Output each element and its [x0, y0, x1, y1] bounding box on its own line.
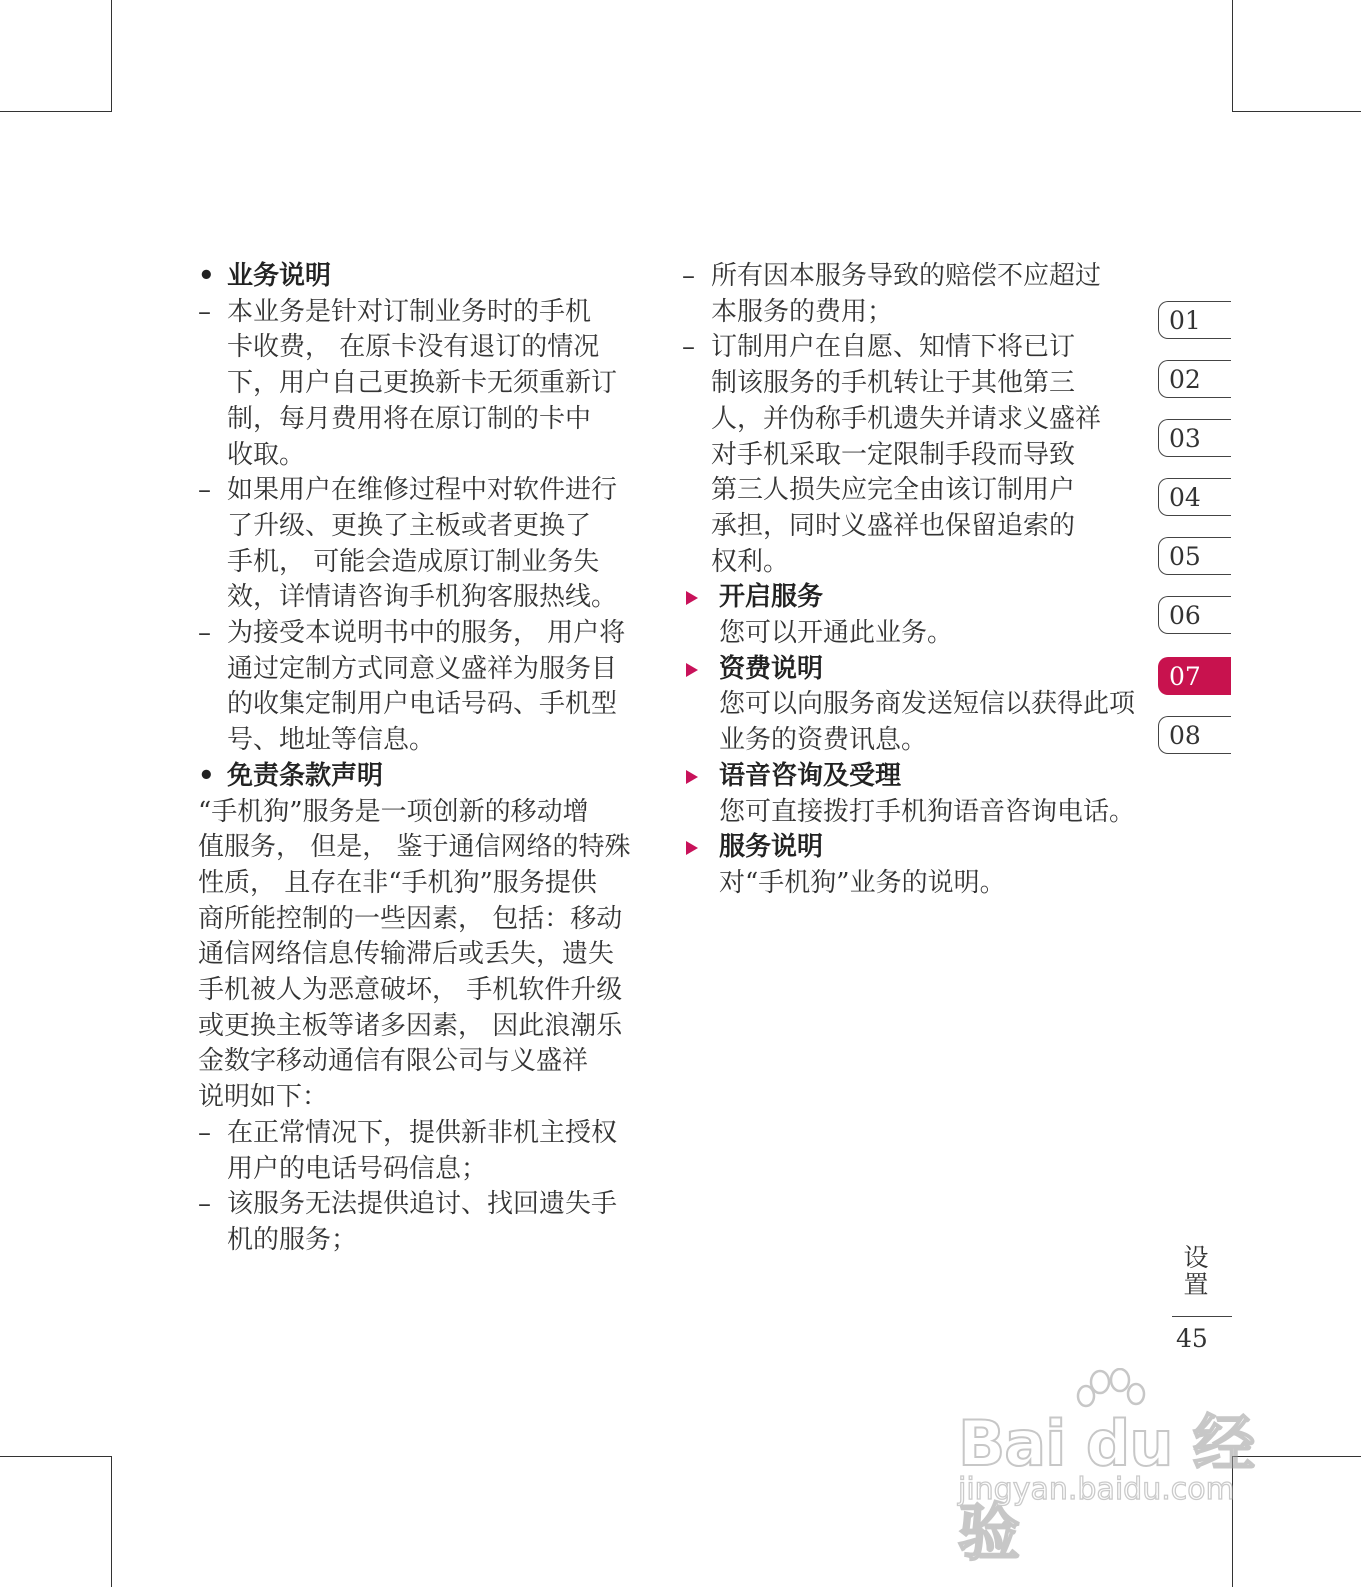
paragraph [198, 795, 648, 1116]
chapter-tab-04: 04 [1158, 478, 1231, 516]
dash-list-item [198, 1116, 648, 1187]
watermark-url: jingyan.baidu.com [958, 1472, 1235, 1507]
dash-list-item [198, 473, 648, 616]
divider [1172, 1316, 1232, 1317]
text-line: 您可以开通此业务。 [719, 618, 954, 649]
crop-mark [111, 0, 112, 112]
menu-option-service-info [682, 830, 1142, 901]
text-line: 手机， 可能会造成原订制业务失 [227, 546, 600, 577]
menu-option-voice-consult [682, 759, 1142, 830]
dash-list-item [198, 616, 648, 759]
triangle-arrow-icon [686, 841, 698, 855]
text-line: 机的服务； [227, 1224, 358, 1255]
chapter-tab-06: 06 [1158, 596, 1231, 634]
page-number: 45 [1176, 1324, 1208, 1353]
crop-mark [0, 111, 112, 112]
chapter-tab-08: 08 [1158, 716, 1231, 754]
chapter-tab-02: 02 [1158, 360, 1231, 398]
dash-marker: – [198, 1117, 211, 1148]
crop-mark [0, 1456, 112, 1457]
text-line: 用户的电话号码信息； [227, 1153, 488, 1184]
option-title: 开启服务 [719, 582, 824, 613]
menu-option-open-service [682, 580, 1142, 651]
text-line: 金数字移动通信有限公司与义盛祥 [198, 1046, 589, 1077]
dash-list-item [682, 259, 1142, 330]
text-line: 号、地址等信息。 [227, 725, 436, 756]
option-title: 服务说明 [719, 832, 824, 863]
chapter-tab-03: 03 [1158, 419, 1231, 457]
text-line: 本业务是针对订制业务时的手机 [227, 296, 592, 327]
crop-mark [1232, 0, 1233, 112]
dash-list-item [198, 1187, 648, 1258]
dash-marker: – [682, 332, 695, 363]
dash-list-item [682, 330, 1142, 580]
chapter-tab-01: 01 [1158, 301, 1231, 339]
text-line: 对手机采取一定限制手段而导致 [711, 439, 1076, 470]
crop-mark [111, 1456, 112, 1587]
chapter-tab-07-active: 07 [1158, 657, 1231, 695]
option-title: 资费说明 [719, 653, 824, 684]
baidu-watermark [950, 1368, 1270, 1569]
triangle-arrow-icon [686, 663, 698, 677]
text-line: 为接受本说明书中的服务， 用户将 [227, 618, 626, 649]
crop-mark [1232, 111, 1361, 112]
option-title: 语音咨询及受理 [719, 760, 902, 791]
text-line: “手机狗”服务是一项创新的移动增 [198, 796, 589, 827]
dash-marker: – [682, 261, 695, 291]
text-line: 性质， 且存在非“手机狗”服务提供 [198, 867, 597, 898]
text-line: 了升级、更换了主板或者更换了 [227, 510, 592, 541]
text-line: 或更换主板等诸多因素， 因此浪潮乐 [198, 1010, 623, 1041]
bullet-icon: • [198, 760, 215, 791]
text-line: 制，每月费用将在原订制的卡中 [227, 403, 592, 434]
text-line: 如果用户在维修过程中对软件进行 [227, 475, 618, 506]
text-line: 在正常情况下，提供新非机主授权 [227, 1117, 618, 1148]
text-line: 您可直接拨打手机狗语音咨询电话。 [719, 796, 1136, 827]
section-heading: • 免责条款声明 [198, 759, 648, 795]
triangle-arrow-icon [686, 591, 698, 605]
bullet-icon: • [198, 261, 215, 291]
text-line: 所有因本服务导致的赔偿不应超过 [711, 261, 1102, 291]
text-line: 下，用户自己更换新卡无须重新订 [227, 368, 618, 399]
text-line: 手机被人为恶意破坏， 手机软件升级 [198, 975, 623, 1006]
watermark-logo-text: Bai du 经验 [958, 1407, 1255, 1569]
text-line: 说明如下： [198, 1082, 329, 1113]
text-line: 您可以向服务商发送短信以获得此项 [719, 689, 1136, 720]
text-line: 商所能控制的一些因素， 包括：移动 [198, 903, 623, 934]
menu-option-tariff [682, 652, 1142, 759]
text-line: 该服务无法提供追讨、找回遗失手 [227, 1189, 618, 1220]
left-column [198, 259, 648, 1259]
text-line: 值服务， 但是， 鉴于通信网络的特殊 [198, 832, 631, 863]
section-title-vertical: 设置 [1180, 1244, 1209, 1298]
dash-list-item [198, 295, 648, 474]
text-line: 对“手机狗”业务的说明。 [719, 867, 1006, 898]
dash-marker: – [198, 1189, 211, 1220]
text-line: 卡收费， 在原卡没有退订的情况 [227, 332, 600, 363]
text-line: 的收集定制用户电话号码、手机型 [227, 689, 618, 720]
text-line: 人，并伪称手机遗失并请求义盛祥 [711, 403, 1102, 434]
text-line: 权利。 [711, 546, 790, 577]
text-line: 效，详情请咨询手机狗客服热线。 [227, 582, 618, 613]
text-line: 通信网络信息传输滞后或丢失，遗失 [198, 939, 615, 970]
text-line: 第三人损失应完全由该订制用户 [711, 475, 1076, 506]
dash-marker: – [198, 475, 211, 506]
text-line: 承担，同时义盛祥也保留追索的 [711, 510, 1076, 541]
text-line: 制该服务的手机转让于其他第三 [711, 368, 1076, 399]
dash-marker: – [198, 618, 211, 649]
section-heading: • 业务说明 [198, 259, 648, 295]
dash-marker: – [198, 296, 211, 327]
text-line: 收取。 [227, 439, 306, 470]
right-column [682, 259, 1142, 902]
chapter-tab-05: 05 [1158, 537, 1231, 575]
text-line: 业务的资费讯息。 [719, 725, 928, 756]
text-line: 订制用户在自愿、知情下将已订 [711, 332, 1076, 363]
triangle-arrow-icon [686, 770, 698, 784]
text-line: 通过定制方式同意义盛祥为服务目 [227, 653, 618, 684]
text-line: 本服务的费用； [711, 296, 894, 327]
